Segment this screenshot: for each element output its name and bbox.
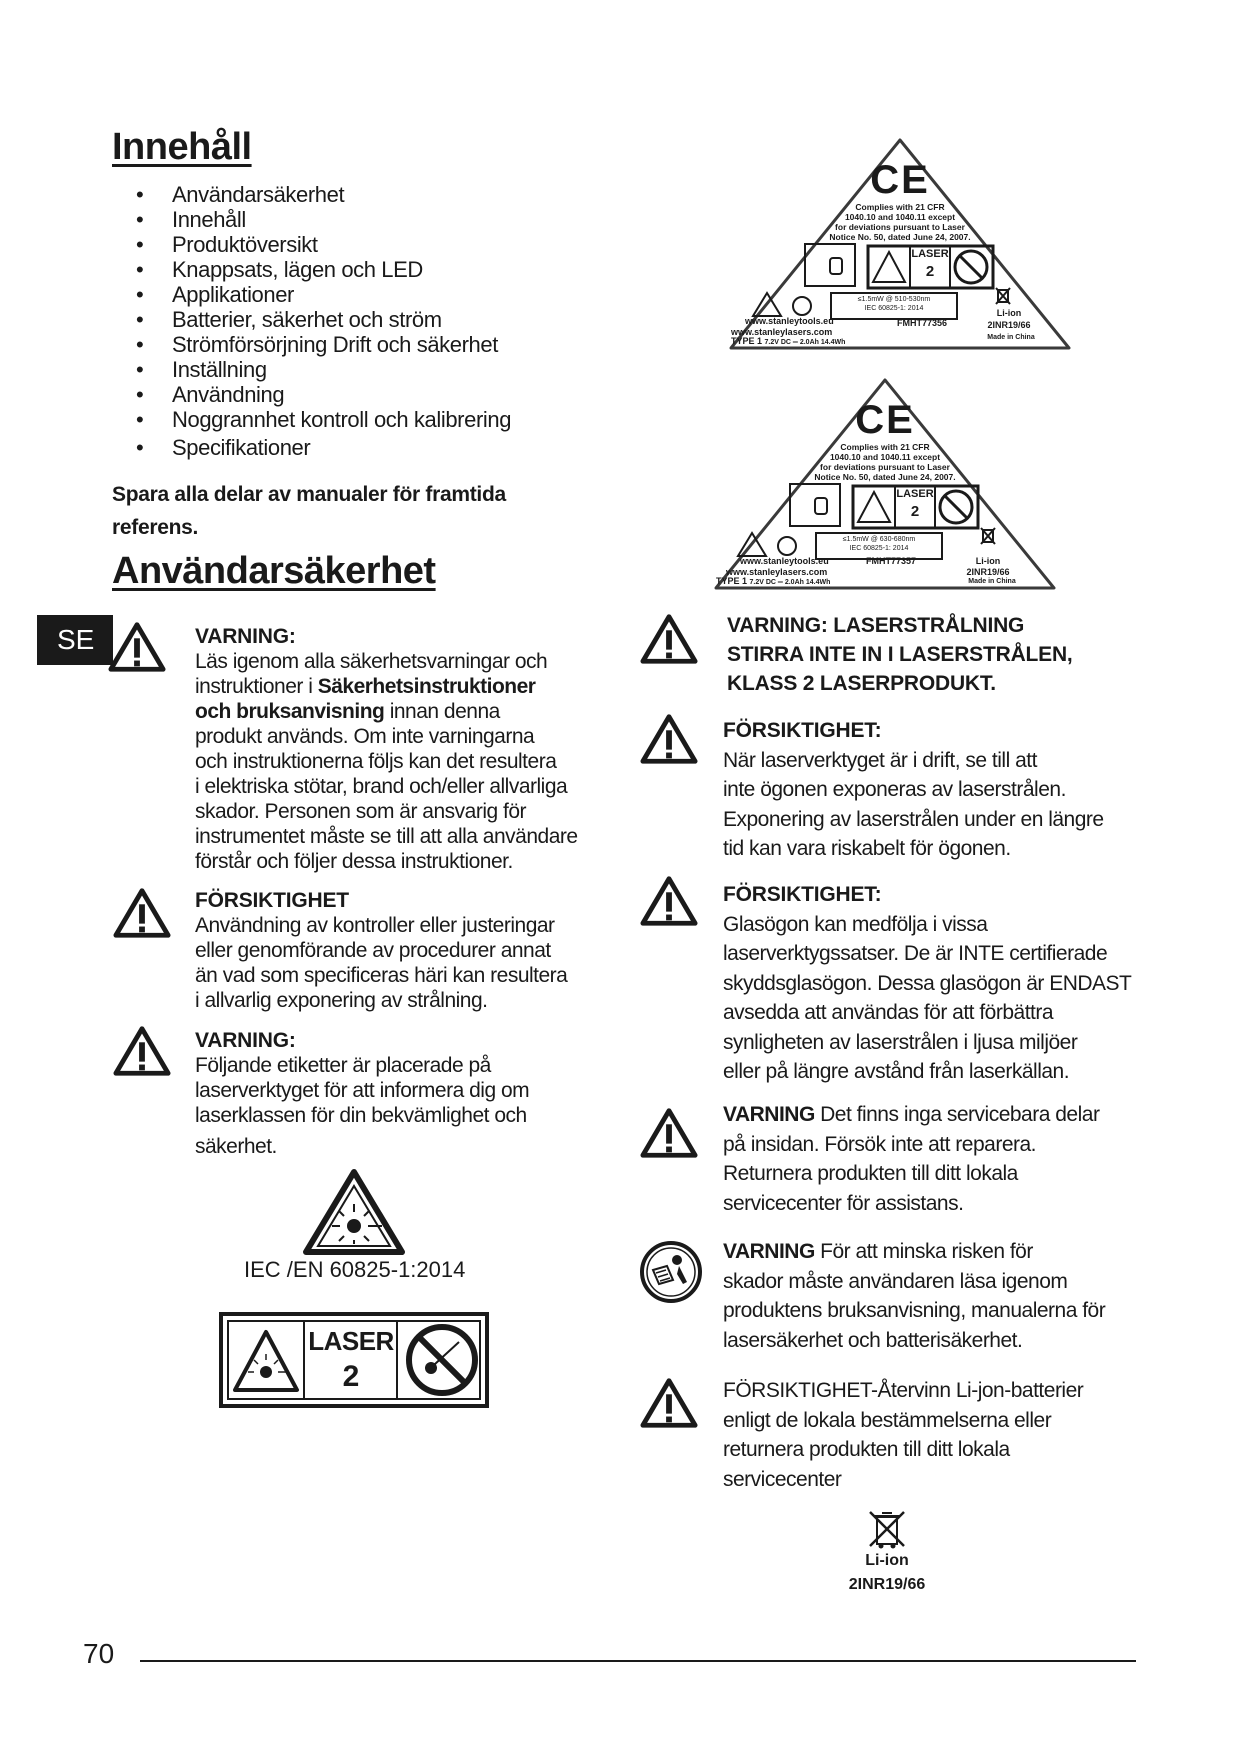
service-warning (723, 1100, 1163, 1218)
block-title: FÖRSIKTIGHET: (723, 719, 882, 742)
label-model: FMHT77356 (897, 318, 948, 328)
toc-item: • Strömförsörjning Drift och säkerhet (136, 332, 511, 357)
ce-mark: CE (870, 158, 930, 202)
label-model: FMHT77357 (866, 556, 917, 566)
block-line: på insidan. Försök inte att reparera. (723, 1132, 1037, 1156)
block-title: FÖRSIKTIGHET: (723, 883, 882, 906)
toc-item: • Användning (136, 382, 511, 407)
label-compliance-line: for deviations pursuant to Laser (820, 462, 950, 472)
label-web-1: www.stanleytools.eu (745, 316, 834, 326)
block-line: enligt de lokala bestämmelserna eller (723, 1408, 1052, 1432)
read-manual-icon (639, 1240, 703, 1304)
block-line: produkt används. Om inte varningarna (195, 725, 535, 748)
label-laser-class: 2 (910, 503, 920, 520)
block-line: KLASS 2 LASERPRODUKT. (727, 672, 996, 695)
laser-badge-word: LASER (308, 1326, 394, 1356)
label-code: 2INR19/66 (966, 567, 1010, 577)
language-tab: SE (37, 615, 113, 665)
toc-item: • Knappsats, lägen och LED (136, 257, 511, 282)
block-line: eller på längre avstånd från laserkällan. (723, 1060, 1070, 1083)
caution-block-2 (723, 716, 1153, 864)
block-text: Det finns inga servicebara delar (814, 1103, 1100, 1126)
block-line: servicecenter för assistans. (723, 1191, 964, 1215)
label-spec-line: ≤1.5mW @ 630-680nm (842, 536, 916, 543)
label-origin: Made in China (987, 334, 1035, 341)
warning-block-1 (195, 624, 625, 874)
toc-item: • Användarsäkerhet (136, 182, 511, 207)
block-line: laserverktygssatser. De är INTE certifierade (723, 942, 1108, 965)
block-line: och instruktionerna följs kan det resultera (195, 750, 557, 773)
read-manual-warning (723, 1237, 1163, 1355)
block-title: VARNING: (195, 625, 296, 648)
toc-item: • Inställning (136, 357, 511, 382)
block-line: i allvarlig exponering av strålning. (195, 989, 488, 1012)
block-line: Läs igenom alla säkerhetsvarningar och (195, 650, 548, 673)
block-text: instruktioner i (195, 675, 318, 698)
product-label-bottom (710, 376, 1060, 594)
recycle-chem: Li-ion (865, 1552, 909, 1569)
block-text: innan denna (384, 700, 500, 723)
label-compliance-line: 1040.10 and 1040.11 except (829, 452, 941, 462)
label-web-2: www.stanleylasers.com (731, 327, 833, 337)
crossed-bin-icon (866, 1508, 908, 1550)
label-code: 2INR19/66 (987, 320, 1031, 330)
safety-heading: Användarsäkerhet (112, 550, 436, 592)
block-line: Användning av kontroller eller justeringar (195, 914, 555, 937)
block-line: säkerhet. (195, 1135, 277, 1158)
label-compliance-line: Notice No. 50, dated June 24, 2007. (829, 232, 971, 242)
label-compliance-line: Complies with 21 CFR (855, 202, 945, 212)
block-line: laserverktyget för att informera dig om (195, 1079, 530, 1102)
toc-item: • Innehåll (136, 207, 511, 232)
label-laser-word: LASER (911, 248, 949, 260)
label-web-2: www.stanleylasers.com (726, 567, 828, 577)
page-number: 70 (83, 1638, 115, 1669)
warning-block-2 (195, 1028, 625, 1159)
block-line: Returnera produkten till ditt lokala (723, 1162, 1018, 1185)
toc-item: • Batterier, säkerhet och ström (136, 307, 511, 332)
manual-reference: Säkerhetsinstruktioner (317, 675, 536, 698)
label-spec-line: IEC 60825-1: 2014 (849, 545, 909, 552)
toc-item: • Applikationer (136, 282, 511, 307)
warning-triangle-icon (640, 712, 698, 766)
block-line: servicecenter (723, 1467, 842, 1491)
standard-caption: IEC /EN 60825-1:2014 (244, 1257, 466, 1282)
laser-badge-class: 2 (342, 1360, 360, 1393)
block-line: FÖRSIKTIGHET-Återvinn Li-jon-batterier (723, 1379, 1084, 1402)
label-laser-word: LASER (896, 488, 934, 500)
label-compliance-line: Notice No. 50, dated June 24, 2007. (814, 472, 956, 482)
warning-triangle-icon (108, 620, 166, 674)
warning-triangle-icon (113, 1024, 171, 1078)
label-chem: Li-ion (996, 308, 1022, 318)
label-web-1: www.stanleytools.eu (740, 556, 829, 566)
label-compliance (725, 202, 1075, 242)
label-type-text: TYPE 1 (731, 336, 763, 346)
label-spec-line: IEC 60825-1: 2014 (864, 305, 924, 312)
block-title: VARNING (723, 1103, 815, 1126)
block-line: avsedda att användas för att förbättra (723, 1001, 1054, 1024)
block-line: skador måste användaren läsa igenom (723, 1269, 1068, 1293)
label-compliance-line: 1040.10 and 1040.11 except (844, 212, 956, 222)
toc-item: • Noggrannhet kontroll och kalibrering (136, 407, 511, 432)
block-line: skyddsglasögon. Dessa glasögon är ENDAST (723, 971, 1132, 995)
label-type-text: TYPE 1 (716, 576, 748, 586)
block-line: STIRRA INTE IN I LASERSTRÅLEN, (727, 643, 1073, 666)
block-line: Exponering av laserstrålen under en längre (723, 807, 1104, 831)
block-line: inte ögonen exponeras av laserstrålen. (723, 778, 1066, 801)
toc-item: • Specifikationer (136, 435, 511, 460)
toc-item: • Produktöversikt (136, 232, 511, 257)
block-line (195, 674, 625, 699)
block-line: returnera produkten till ditt lokala (723, 1438, 1010, 1461)
label-type (716, 576, 830, 586)
warning-triangle-icon (640, 612, 698, 666)
block-line (723, 1100, 1163, 1130)
toc-list (136, 182, 511, 460)
block-title: VARNING: (195, 1029, 296, 1052)
label-compliance-line: Complies with 21 CFR (840, 442, 930, 452)
block-line: tid kan vara riskabelt för ögonen. (723, 837, 1011, 860)
block-line: När laserverktyget är i drift, se till att (723, 748, 1037, 772)
laser-hazard-icon (302, 1168, 406, 1256)
label-spec-line: ≤1.5mW @ 510-530nm (857, 296, 931, 303)
block-line: synligheten av laserstrålen i ljusa miljöer (723, 1030, 1078, 1054)
warning-triangle-icon (640, 874, 698, 928)
warning-triangle-icon (640, 1106, 698, 1160)
laser-class-badge (219, 1312, 489, 1408)
block-line: instrumentet måste se till att alla användare (195, 825, 578, 848)
block-line: i elektriska stötar, brand och/eller allvarliga (195, 775, 568, 798)
block-line: eller genomförande av procedurer annat (195, 939, 551, 962)
label-laser-class: 2 (925, 263, 935, 280)
ce-mark: CE (855, 398, 915, 442)
warning-triangle-icon (640, 1376, 698, 1430)
block-line: än vad som specificeras häri kan resultera (195, 964, 568, 987)
block-line: Följande etiketter är placerade på (195, 1054, 491, 1077)
caution-block-3 (723, 880, 1163, 1087)
label-spec (816, 535, 942, 553)
product-label-top (725, 136, 1075, 354)
label-origin: Made in China (968, 578, 1016, 585)
block-line (195, 699, 625, 724)
manual-reference: och bruksanvisning (195, 700, 385, 723)
warning-triangle-icon (113, 886, 171, 940)
laser-radiation-warning (727, 611, 1147, 698)
caution-block-1 (195, 888, 625, 1013)
block-title: FÖRSIKTIGHET (195, 889, 349, 912)
block-line: Glasögon kan medfölja i vissa (723, 912, 988, 936)
block-line: produktens bruksanvisning, manualerna för (723, 1299, 1106, 1322)
save-note: Spara alla delar av manualer för framtida referens. (112, 483, 506, 539)
block-line: laserklassen för din bekvämlighet och (195, 1104, 527, 1127)
block-line: lasersäkerhet och batterisäkerhet. (723, 1328, 1023, 1352)
block-line: VARNING: LASERSTRÅLNING (727, 614, 1025, 637)
block-text: För att minska risken för (814, 1240, 1033, 1263)
toc-heading: Innehåll (112, 126, 252, 168)
label-type (731, 336, 845, 346)
block-line (723, 1237, 1163, 1267)
recycle-code: 2INR19/66 (848, 1576, 926, 1593)
block-line: förstår och följer dessa instruktioner. (195, 850, 513, 873)
block-line: skador. Personen som är ansvarig för (195, 800, 527, 823)
label-compliance (710, 442, 1060, 482)
label-spec (831, 295, 957, 313)
label-compliance-line: for deviations pursuant to Laser (835, 222, 965, 232)
label-power: 7.2V DC ═ 2.0Ah 14.4Wh (764, 339, 846, 346)
battery-recycle-caution (723, 1376, 1163, 1494)
label-chem: Li-ion (975, 556, 1001, 566)
label-power: 7.2V DC ═ 2.0Ah 14.4Wh (749, 579, 831, 586)
footer-rule (140, 1660, 1136, 1662)
block-title: VARNING (723, 1240, 815, 1263)
